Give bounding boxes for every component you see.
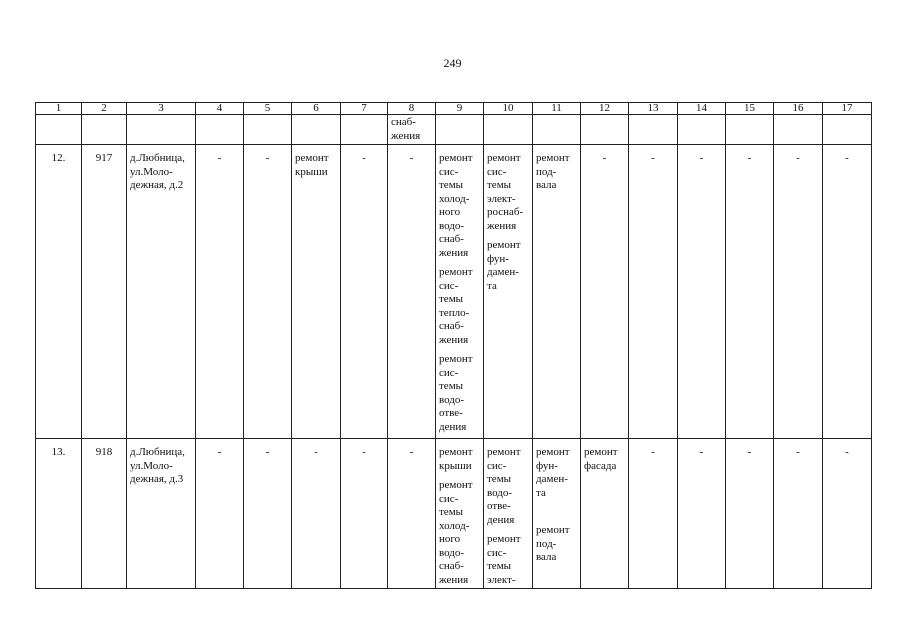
column-header: 5: [244, 103, 292, 115]
table-cell: [436, 115, 484, 145]
column-header: 4: [196, 103, 244, 115]
column-header: 14: [678, 103, 726, 115]
repair-item: ремонт сис- темы холод- ного водо- снаб- жения: [439, 152, 473, 259]
repair-item: ремонт сис- темы холод- ного водо- снаб- жения: [439, 479, 473, 586]
column-header: 13: [629, 103, 678, 115]
repair-item: ремонт фасада: [584, 446, 618, 472]
table-cell: [533, 439, 581, 589]
repair-item: ремонт сис- темы элект-: [487, 533, 521, 586]
repair-item: ремонт сис- темы водо- отве- дения: [439, 353, 473, 433]
address-cell: [127, 439, 196, 589]
table-cell: -: [388, 439, 436, 589]
table-cell: [127, 115, 196, 145]
table-row: [36, 145, 872, 439]
table-cell: -: [774, 145, 823, 439]
table-cell: -: [341, 145, 388, 439]
column-header: 2: [82, 103, 127, 115]
repair-item: ремонт под- вала: [536, 524, 570, 563]
table-cell: -: [196, 439, 244, 589]
repair-item: ремонт фун- дамен- та: [536, 446, 570, 499]
table-cell: -: [196, 145, 244, 439]
column-header: 7: [341, 103, 388, 115]
table-cell: [774, 115, 823, 145]
table-cell: [581, 115, 629, 145]
table-cell: [581, 439, 629, 589]
table-cell: -: [629, 145, 678, 439]
table-cell: [292, 145, 341, 439]
repair-item: ремонт фун- дамен- та: [487, 239, 521, 292]
column-header: 8: [388, 103, 436, 115]
table-cell: -: [629, 439, 678, 589]
column-header: 12: [581, 103, 629, 115]
table-cell: [726, 115, 774, 145]
repair-item: ремонт под- вала: [536, 152, 570, 191]
column-header: 1: [36, 103, 82, 115]
table-cell: [436, 439, 484, 589]
column-header: 6: [292, 103, 341, 115]
cell-text: снаб- жения: [391, 116, 421, 142]
continued-header-row: [36, 115, 872, 145]
building-code: 917: [82, 145, 127, 439]
column-header: 17: [823, 103, 872, 115]
building-code: 918: [82, 439, 127, 589]
continued-text-cell: [388, 115, 436, 145]
table-cell: [823, 115, 872, 145]
column-header: 10: [484, 103, 533, 115]
row-number: 12.: [36, 145, 82, 439]
column-header: 3: [127, 103, 196, 115]
cell-text: ремонт крыши: [295, 152, 329, 178]
address-text: д.Любница, ул.Моло- дежная, д.3: [130, 446, 185, 485]
table-cell: -: [774, 439, 823, 589]
table-cell: -: [726, 145, 774, 439]
repair-item: ремонт сис- темы тепло- снаб- жения: [439, 266, 473, 346]
table-cell: [36, 115, 82, 145]
table-cell: [678, 115, 726, 145]
table-cell: -: [678, 439, 726, 589]
table-cell: -: [244, 439, 292, 589]
table-cell: -: [244, 145, 292, 439]
column-header: 16: [774, 103, 823, 115]
column-number-row: [36, 103, 872, 115]
repair-item: ремонт сис- темы элект- роснаб- жения: [487, 152, 524, 232]
table-cell: -: [341, 439, 388, 589]
column-header: 15: [726, 103, 774, 115]
table-cell: [533, 145, 581, 439]
address-text: д.Любница, ул.Моло- дежная, д.2: [130, 152, 185, 191]
table-cell: [196, 115, 244, 145]
repair-item: ремонт сис- темы водо- отве- дения: [487, 446, 521, 526]
column-header: 9: [436, 103, 484, 115]
column-header: 11: [533, 103, 581, 115]
table-cell: -: [823, 145, 872, 439]
table-cell: [484, 115, 533, 145]
table-cell: -: [823, 439, 872, 589]
table-row: [36, 439, 872, 589]
table-cell: [82, 115, 127, 145]
table-cell: -: [292, 439, 341, 589]
table-cell: [341, 115, 388, 145]
table-cell: -: [388, 145, 436, 439]
page-number: 249: [443, 56, 462, 70]
repair-schedule-table: [35, 102, 872, 589]
table-cell: [484, 145, 533, 439]
table-cell: [629, 115, 678, 145]
repair-item: ремонт крыши: [439, 446, 473, 472]
table-cell: [436, 145, 484, 439]
table-cell: -: [726, 439, 774, 589]
table-cell: [533, 115, 581, 145]
table-cell: [292, 115, 341, 145]
table-cell: [244, 115, 292, 145]
table-cell: [484, 439, 533, 589]
table-cell: -: [581, 145, 629, 439]
row-number: 13.: [36, 439, 82, 589]
address-cell: [127, 145, 196, 439]
table-cell: -: [678, 145, 726, 439]
